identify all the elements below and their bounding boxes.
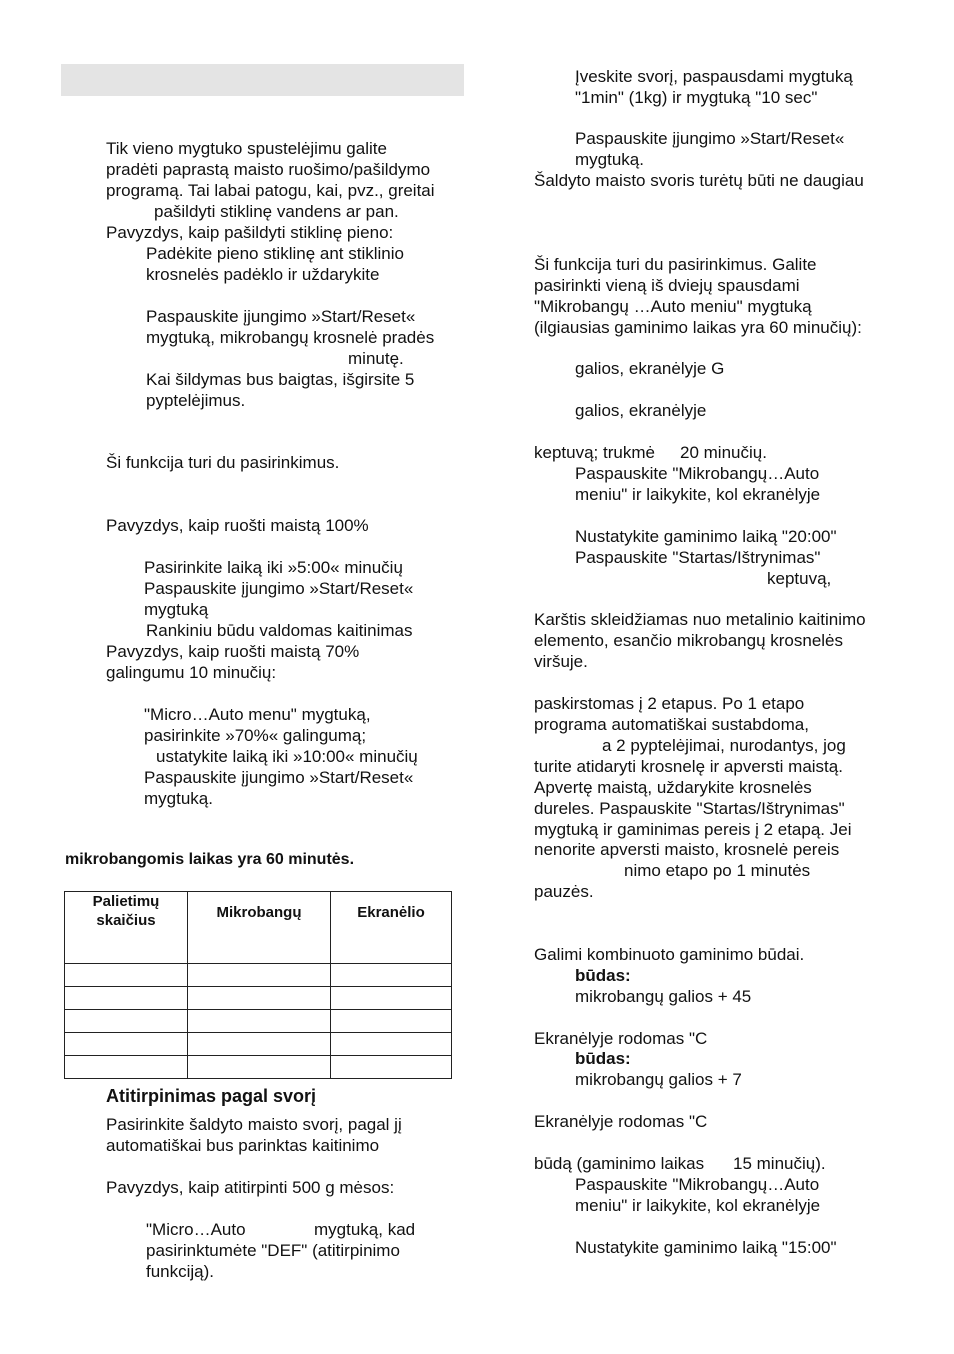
step-line: "1min" (1kg) ir mygtuką "10 sec" [575, 88, 818, 107]
table-row [65, 1056, 452, 1079]
step-line: Įveskite svorį, paspausdami mygtuką [575, 67, 853, 86]
step-line: "Micro…Auto menu" mygtuką, [144, 705, 371, 724]
example-heading: galingumu 10 minučių: [106, 663, 277, 682]
paragraph-line: pasirinkti vieną iš dviejų spausdami [534, 276, 800, 295]
column-header-line: Palietimų [92, 893, 160, 910]
table-row [65, 1033, 452, 1056]
step-line: pasirinktumėte "DEF" (atitirpinimo [146, 1241, 400, 1260]
paragraph-line: Apvertę maistą, uždarykite krosnelės [534, 778, 812, 797]
step-line: Paspauskite įjungimo »Start/Reset« [144, 579, 414, 598]
mode-label: būdas: [575, 1049, 631, 1068]
paragraph-line: elemento, esančio mikrobangų krosnelės [534, 631, 844, 650]
table-cell [331, 1010, 452, 1033]
paragraph-line: pauzės. [534, 882, 594, 901]
paragraph-line: pradėti paprastą maisto ruošimo/pašildymo [106, 160, 431, 179]
example-heading: Pavyzdys, kaip ruošti maistą 70% [106, 642, 360, 661]
power-table [64, 891, 452, 1079]
column-header [65, 892, 188, 964]
table-cell [65, 1033, 188, 1056]
step-line: Paspauskite įjungimo »Start/Reset« [575, 129, 845, 148]
paragraph-line: a 2 pyptelėjimai, nurodantys, jog [602, 736, 846, 755]
table-cell [331, 964, 452, 987]
note-bold: mikrobangomis laikas yra 60 minutės. [65, 851, 355, 868]
example-heading: Pavyzdys, kaip pašildyti stiklinę pieno: [106, 223, 394, 242]
section-header-bar [61, 64, 464, 96]
paragraph-line: turite atidaryti krosnelę ir apversti maistą. [534, 757, 843, 776]
step-line: pyptelėjimus. [146, 391, 246, 410]
paragraph-line: viršuje. [534, 652, 588, 671]
step-line: funkciją). [146, 1262, 215, 1281]
mode-label: būdas: [575, 966, 631, 985]
column-header: Mikrobangų [188, 892, 331, 964]
step-line: Nustatykite gaminimo laiką "20:00" [575, 527, 837, 546]
step-line: mikrobangų galios + 7 [575, 1070, 742, 1089]
step-line: ustatykite laiką iki »10:00« minučių [156, 747, 418, 766]
table-header-row [65, 892, 452, 964]
paragraph-line: paskirstomas į 2 etapus. Po 1 etapo [534, 694, 805, 713]
step-line: Paspauskite įjungimo »Start/Reset« [144, 768, 414, 787]
step-line: mygtuką, kad [314, 1220, 416, 1239]
paragraph-line: nimo etapo po 1 minutės [624, 861, 811, 880]
paragraph-line: keptuvą; trukmė [534, 443, 655, 462]
step-line: mygtuką, mikrobangų krosnelė pradės [146, 328, 435, 347]
paragraph-line: Ši funkcija turi du pasirinkimus. Galite [534, 255, 817, 274]
step-line: "Micro…Auto [146, 1220, 246, 1239]
section-heading: Atitirpinimas pagal svorį [106, 1086, 317, 1106]
step-line: Rankiniu būdu valdomas kaitinimas [146, 621, 413, 640]
step-line: galios, ekranėlyje [575, 401, 707, 420]
table-cell [188, 1056, 331, 1079]
paragraph-line: Ekranėlyje rodomas "C [534, 1029, 708, 1048]
example-heading: Pavyzdys, kaip atitirpinti 500 g mėsos: [106, 1178, 395, 1197]
paragraph-line: 15 minučių). [733, 1154, 826, 1173]
paragraph-line: Pasirinkite šaldyto maisto svorį, pagal jį [106, 1115, 402, 1134]
paragraph-line: pašildyti stiklinę vandens ar pan. [154, 202, 399, 221]
paragraph-line: 20 minučių. [680, 443, 767, 462]
step-line: Paspauskite įjungimo »Start/Reset« [146, 307, 416, 326]
table-cell [65, 1056, 188, 1079]
paragraph-line: nenorite apversti maisto, krosnelė pereis [534, 840, 840, 859]
step-line: Paspauskite "Mikrobangų…Auto [575, 1175, 820, 1194]
step-line: meniu" ir laikykite, kol ekranėlyje [575, 485, 821, 504]
column-header-line: skaičius [96, 912, 156, 929]
table-cell [188, 1010, 331, 1033]
table-cell [65, 1010, 188, 1033]
paragraph-line: (ilgiausias gaminimo laikas yra 60 minučių): [534, 318, 862, 337]
paragraph-line: Ekranėlyje rodomas "C [534, 1112, 708, 1131]
example-heading: Pavyzdys, kaip ruošti maistą 100% [106, 516, 369, 535]
step-line: minutę. [348, 349, 404, 368]
table-cell [331, 1056, 452, 1079]
step-line: keptuvą, [767, 569, 832, 588]
table-cell [331, 987, 452, 1010]
step-line: Pasirinkite laiką iki »5:00« minučių [144, 558, 403, 577]
table-row [65, 1010, 452, 1033]
paragraph-line: programą. Tai labai patogu, kai, pvz., greitai [106, 181, 435, 200]
table-cell [65, 964, 188, 987]
paragraph-line: Karštis skleidžiamas nuo metalinio kaitinimo [534, 610, 866, 629]
paragraph-line: mygtuką ir gaminimas pereis į 2 etapą. Jei [534, 820, 852, 839]
table-cell [188, 964, 331, 987]
table-row [65, 964, 452, 987]
paragraph-line: "Mikrobangų …Auto meniu" mygtuką [534, 297, 812, 316]
step-line: mikrobangų galios + 45 [575, 987, 752, 1006]
step-line: meniu" ir laikykite, kol ekranėlyje [575, 1196, 821, 1215]
step-line: krosnelės padėklo ir uždarykite [146, 265, 380, 284]
paragraph-line: Galimi kombinuoto gaminimo būdai. [534, 945, 805, 964]
step-line: mygtuką [144, 600, 209, 619]
table-row [65, 987, 452, 1010]
table-cell [188, 1033, 331, 1056]
step-line: Padėkite pieno stiklinę ant stiklinio [146, 244, 404, 263]
paragraph-line: būdą (gaminimo laikas [534, 1154, 705, 1173]
paragraph-line: automatiškai bus parinktas kaitinimo [106, 1136, 380, 1155]
step-line: Paspauskite "Startas/Ištrynimas" [575, 548, 821, 567]
table-cell [65, 987, 188, 1010]
table-cell [188, 987, 331, 1010]
paragraph-line: Šaldyto maisto svoris turėtų būti ne daugiau [534, 171, 864, 190]
paragraph-line: dureles. Paspauskite "Startas/Ištrynimas" [534, 799, 845, 818]
step-line: pasirinkite »70%« galingumą; [144, 726, 367, 745]
paragraph-line: programa automatiškai sustabdoma, [534, 715, 809, 734]
paragraph-line: Tik vieno mygtuko spustelėjimu galite [106, 139, 387, 158]
step-line: mygtuką. [144, 789, 213, 808]
step-line: Paspauskite "Mikrobangų…Auto [575, 464, 820, 483]
paragraph-line: Ši funkcija turi du pasirinkimus. [106, 453, 340, 472]
step-line: Kai šildymas bus baigtas, išgirsite 5 [146, 370, 415, 389]
step-line: galios, ekranėlyje G [575, 359, 725, 378]
step-line: Nustatykite gaminimo laiką "15:00" [575, 1238, 837, 1257]
step-line: mygtuką. [575, 150, 644, 169]
column-header: Ekranėlio [331, 892, 452, 964]
table-cell [331, 1033, 452, 1056]
